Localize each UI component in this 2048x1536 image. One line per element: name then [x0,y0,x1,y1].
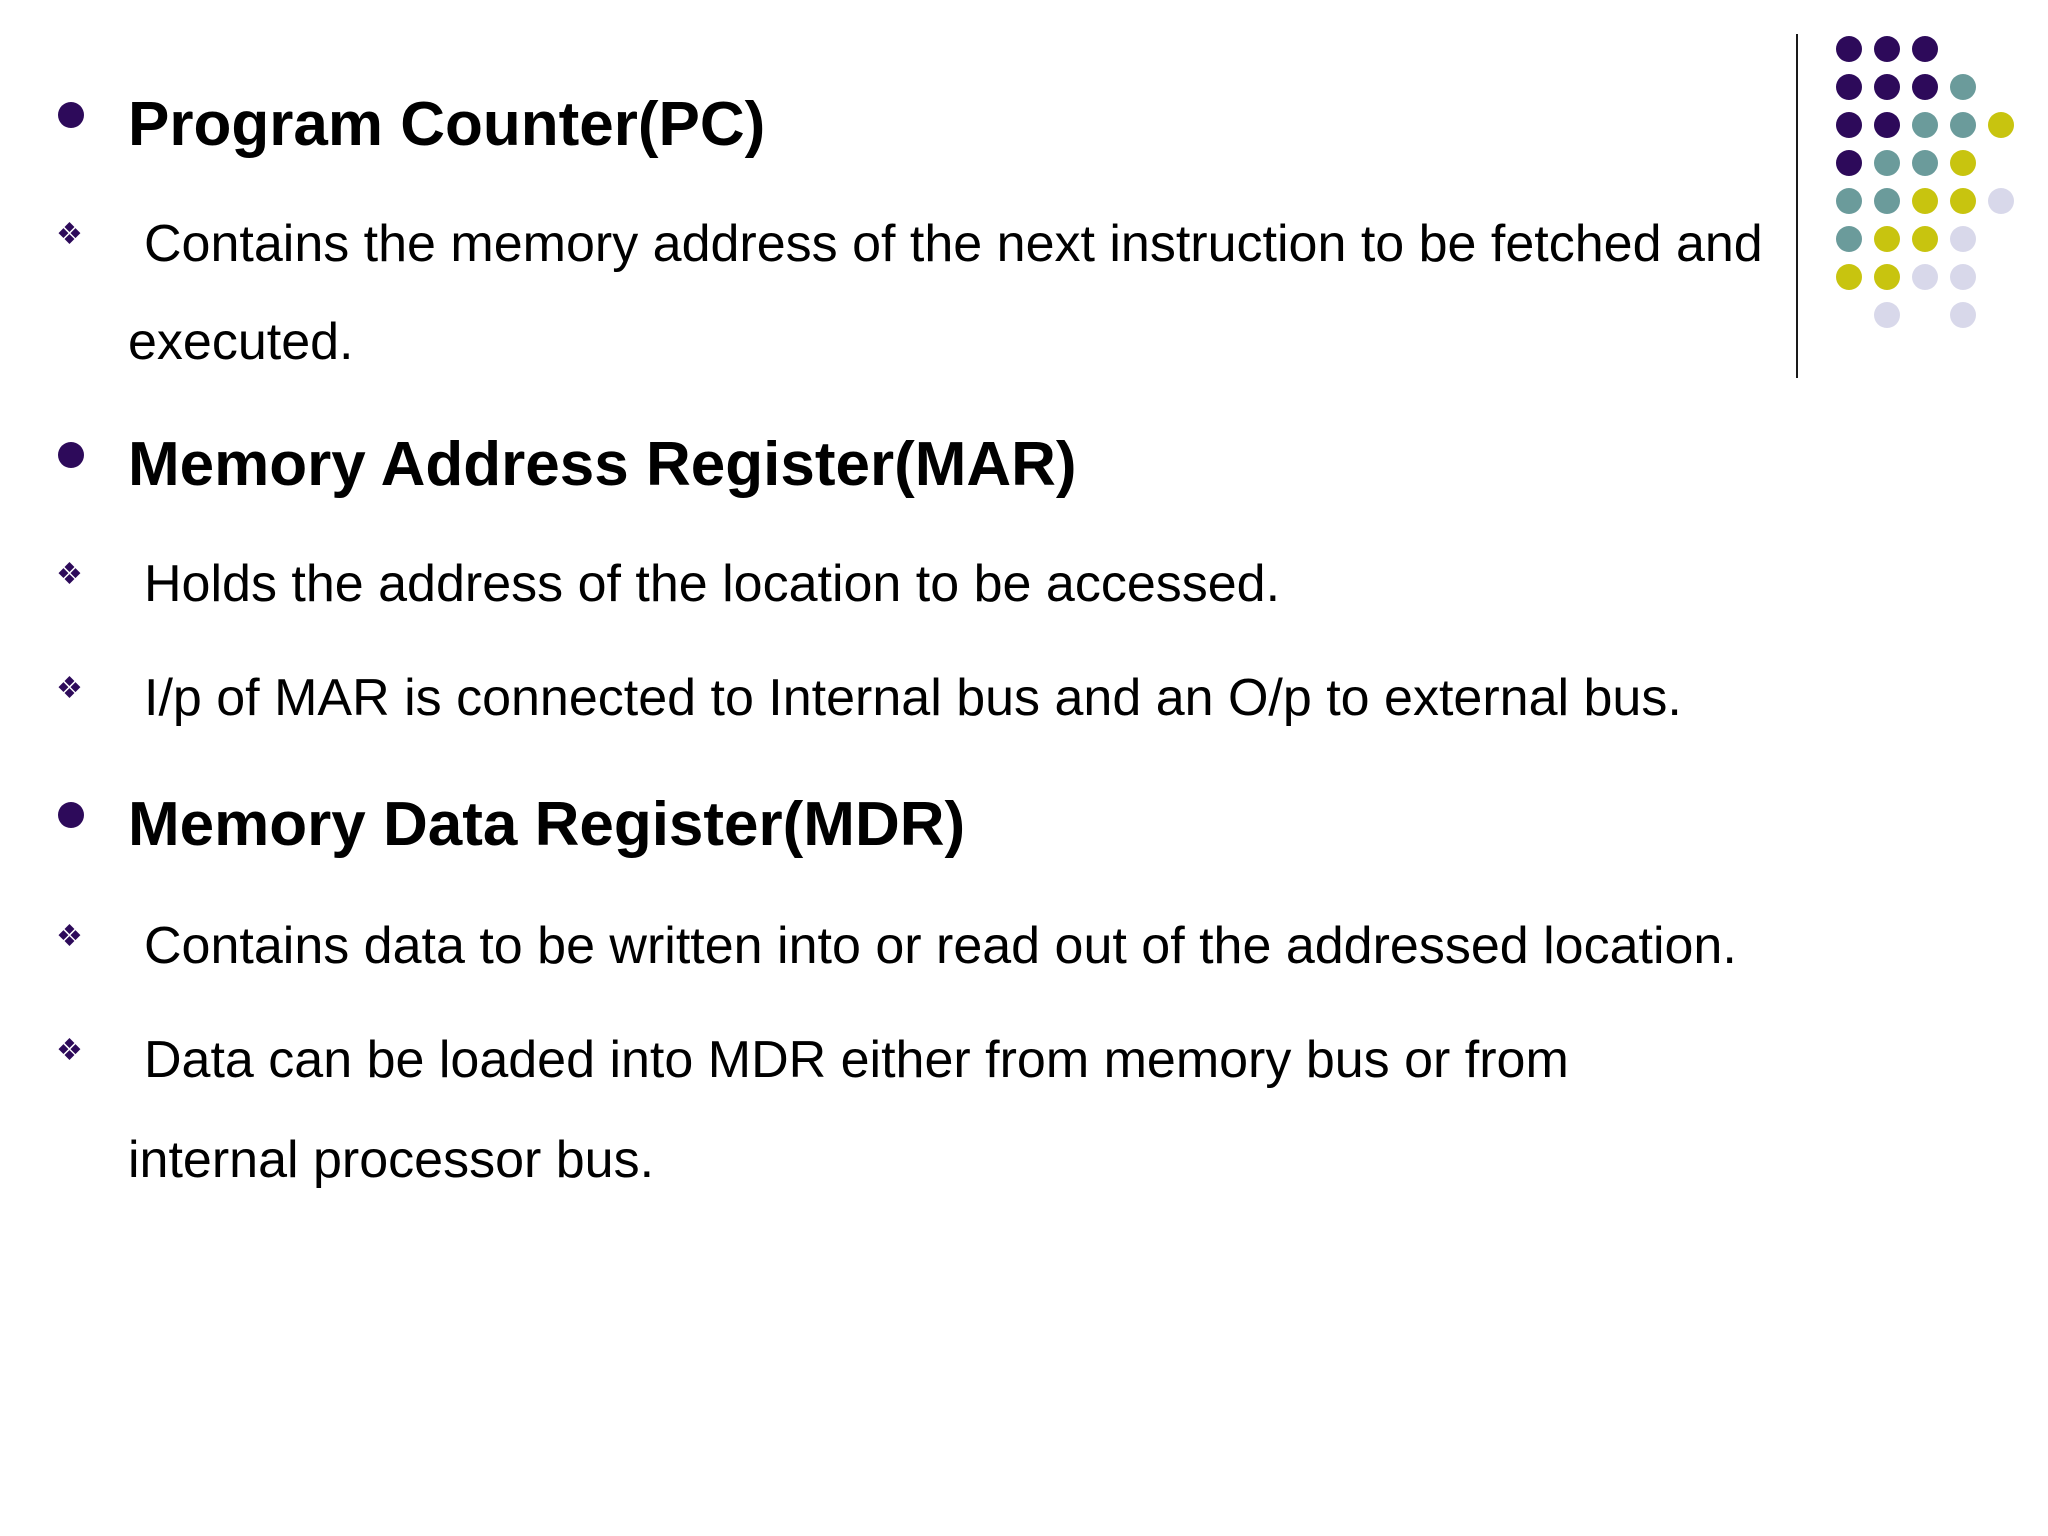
vertical-divider [1796,34,1798,378]
item-text [128,669,1682,727]
diamond-bullet-icon: ❖ [56,218,83,251]
section-bullet-icon [58,442,84,468]
decorative-dot [1912,188,1938,214]
decorative-dot [1874,112,1900,138]
item-text-content: I/p of MAR is connected to Internal bus and an O/p to external bus. [144,669,1682,727]
section-bullet-icon [58,802,84,828]
decorative-dot [1836,74,1862,100]
decorative-dot [1874,74,1900,100]
decorative-dot [1912,36,1938,62]
decorative-dot [1912,264,1938,290]
diamond-bullet-icon: ❖ [56,920,83,953]
item-text [128,917,1737,975]
decorative-dot [1988,188,2014,214]
section-heading-pc: Program Counter(PC) [128,90,766,159]
section-bullet-icon [58,102,84,128]
decorative-dot [1874,264,1900,290]
decorative-dot [1988,112,2014,138]
section-heading-mar: Memory Address Register(MAR) [128,430,1077,499]
decorative-dot [1950,264,1976,290]
diamond-bullet-icon: ❖ [56,672,83,705]
decorative-dot [1950,226,1976,252]
decorative-dot [1874,226,1900,252]
decorative-dot [1950,302,1976,328]
decorative-dot [1836,188,1862,214]
decorative-dot [1874,36,1900,62]
decorative-dot [1874,302,1900,328]
item-text [128,1031,1569,1089]
decorative-dot [1950,150,1976,176]
decorative-dot [1912,226,1938,252]
item-text-content: Holds the address of the location to be accessed. [144,555,1281,613]
decorative-dot [1836,112,1862,138]
item-continuation: internal processor bus. [128,1131,655,1189]
decorative-dot [1950,74,1976,100]
decorative-dot [1836,264,1862,290]
decorative-dot [1912,112,1938,138]
decorative-dot [1950,188,1976,214]
item-text [128,555,1281,613]
item-text-content: Data can be loaded into MDR either from memory bus or from [144,1031,1569,1089]
decorative-dot [1836,226,1862,252]
section-heading-mdr: Memory Data Register(MDR) [128,790,966,859]
decorative-dot [1912,150,1938,176]
diamond-bullet-icon: ❖ [56,558,83,591]
decorative-dot [1874,188,1900,214]
decorative-dot [1950,112,1976,138]
item-text-content: Contains the memory address of the next instruction to be fetched and [144,215,1763,273]
diamond-bullet-icon: ❖ [56,1034,83,1067]
item-text-content: Contains data to be written into or read out of the addressed location. [144,917,1737,975]
item-continuation: executed. [128,313,354,371]
decorative-dot [1836,150,1862,176]
decorative-dot [1836,36,1862,62]
decorative-dot [1874,150,1900,176]
item-text [128,215,1763,273]
decorative-dot [1912,74,1938,100]
